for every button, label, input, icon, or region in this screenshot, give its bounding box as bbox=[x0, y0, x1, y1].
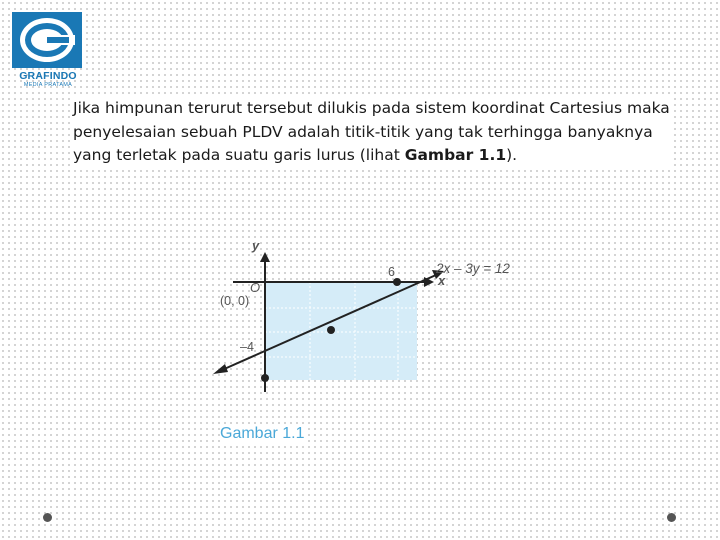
x-intercept-label: 6 bbox=[388, 265, 395, 279]
graph-svg bbox=[200, 232, 540, 452]
paragraph-text: Jika himpunan terurut tersebut dilukis pada sistem koordinat Cartesius maka penyelesaian sebuah PLDV adalah titik-titik yang tak terhingga banyaknya yang terletak pada suatu garis lurus (lihat bbox=[73, 99, 670, 164]
line-point-3 bbox=[393, 278, 401, 286]
body-paragraph bbox=[73, 97, 673, 168]
line-point-1 bbox=[261, 374, 269, 382]
cartesian-figure bbox=[200, 232, 540, 452]
grafindo-logo-icon bbox=[12, 12, 82, 68]
shaded-quadrant bbox=[265, 282, 417, 380]
origin-coord: (0, 0) bbox=[220, 294, 250, 308]
corner-dot-right bbox=[667, 513, 676, 522]
line-arrow-left bbox=[213, 364, 228, 374]
x-axis-label: x bbox=[438, 273, 446, 288]
y-axis-label: y bbox=[252, 238, 260, 253]
y-axis-arrow bbox=[260, 252, 270, 262]
origin-label: O bbox=[250, 280, 261, 295]
logo-name: GRAFINDO bbox=[19, 70, 77, 82]
figure-reference: Gambar 1.1 bbox=[404, 146, 507, 164]
figure-caption: Gambar 1.1 bbox=[220, 425, 305, 442]
corner-dot-left bbox=[43, 513, 52, 522]
paragraph-end: ). bbox=[506, 146, 518, 164]
equation-label: 2x – 3y = 12 bbox=[436, 261, 510, 276]
logo-subtitle: MEDIA PRATAMA bbox=[23, 82, 73, 88]
y-intercept-label: –4 bbox=[240, 340, 254, 354]
grafindo-logo bbox=[10, 10, 84, 88]
line-point-2 bbox=[327, 326, 335, 334]
